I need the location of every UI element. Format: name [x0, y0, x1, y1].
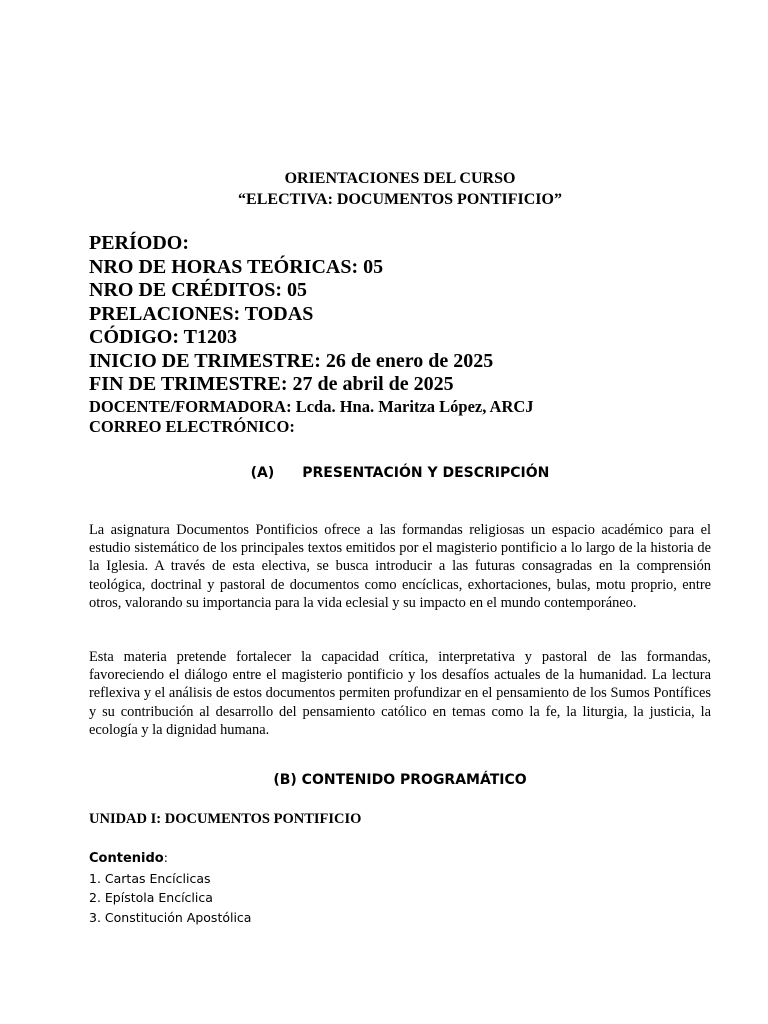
content-item: 3. Constitución Apostólica	[89, 909, 252, 925]
presentation-paragraph-1: La asignatura Documentos Pontificios ofrece a las formandas religiosas un espacio académico para el estudio sistemático de los principales textos emitidos por el magisterio pontificio a lo largo de la historia de la Iglesia. A través de esta electiva, se busca introducir a las futuras consagradas en la comprensión teológica, doctrinal y pastoral de documentos como encíclicas, exhortaciones, bulas, motu proprio, entre otros, valorando su importancia para la vida eclesial y su impacto en el mundo contemporáneo.	[89, 522, 711, 611]
section-a-heading	[0, 465, 768, 481]
meta-inicio: INICIO DE TRIMESTRE: 26 de enero de 2025	[89, 349, 494, 372]
content-label: Contenido	[89, 851, 164, 866]
course-title-block	[0, 168, 768, 210]
meta-codigo: CÓDIGO: T1203	[89, 326, 237, 348]
content-label-colon: :	[163, 850, 168, 865]
course-title-line2: “ELECTIVA: DOCUMENTOS PONTIFICIO”	[238, 191, 562, 208]
presentation-paragraph-2: Esta materia pretende fortalecer la capacidad crítica, interpretativa y pastoral de las formandas, favoreciendo el diálogo entre el magisterio pontificio y los desafíos actuales de la humanidad. La lectura reflexiva y el análisis de estos documentos permiten profundizar en el pensamiento de los Sumos Pontífices y su contribución al desarrollo del pensamiento católico en temas como la fe, la liturgia, la justicia, la ecología y la dignidad humana.	[89, 649, 711, 738]
section-a-label: (A)	[250, 465, 275, 481]
content-list-block	[89, 848, 251, 927]
course-title-line1: ORIENTACIONES DEL CURSO	[284, 170, 516, 187]
course-metadata	[89, 232, 709, 437]
meta-prelaciones: PRELACIONES: TODAS	[89, 302, 314, 325]
section-a-title: PRESENTACIÓN Y DESCRIPCIÓN	[302, 465, 550, 481]
meta-docente: DOCENTE/FORMADORA: Lcda. Hna. Maritza López, ARCJ	[89, 396, 534, 416]
meta-creditos: NRO DE CRÉDITOS: 05	[89, 279, 307, 301]
section-b-heading: (B) CONTENIDO PROGRAMÁTICO	[273, 772, 527, 788]
meta-periodo: PERÍODO:	[89, 232, 189, 254]
content-item: 1. Cartas Encíclicas	[89, 870, 211, 886]
content-item: 2. Epístola Encíclica	[89, 890, 213, 905]
unit-title: UNIDAD I: DOCUMENTOS PONTIFICIO	[89, 811, 362, 827]
meta-horas: NRO DE HORAS TEÓRICAS: 05	[89, 255, 384, 278]
meta-correo: CORREO ELECTRÓNICO:	[89, 416, 295, 436]
meta-fin: FIN DE TRIMESTRE: 27 de abril de 2025	[89, 373, 454, 395]
